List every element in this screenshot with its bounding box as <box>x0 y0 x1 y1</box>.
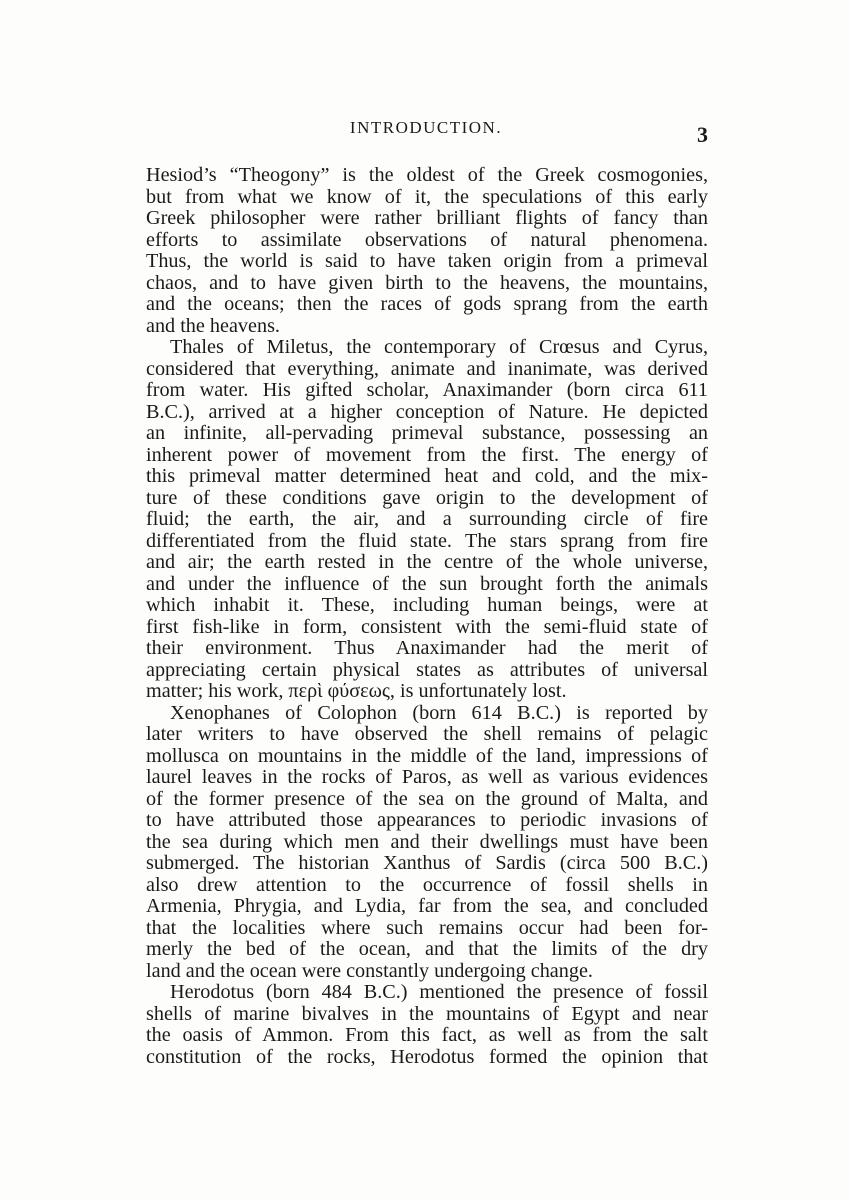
text-line: Hesiod’s “Theogony” is the oldest of the Greek cosmogonies, <box>146 164 708 186</box>
text-line: from water. His gifted scholar, Anaximander (born circa 611 <box>146 379 708 401</box>
text-line: and air; the earth rested in the centre of the whole universe, <box>146 551 708 573</box>
text-line: Xenophanes of Colophon (born 614 B.C.) is reported by <box>170 701 708 724</box>
text-line: matter; his work, περὶ φύσεως, is unfortunately lost. <box>146 680 567 702</box>
text-line: the sea during which men and their dwellings must have been <box>146 830 708 853</box>
text-line: shells of marine bivalves in the mountains of Egypt and near <box>146 1002 708 1025</box>
text-line: Thus, the world is said to have taken origin from a primeval <box>146 250 708 272</box>
text-line: and under the influence of the sun brought forth the animals <box>146 572 708 595</box>
text-line: their environment. Thus Anaximander had the merit of <box>146 637 708 659</box>
text-line: but from what we know of it, the speculations of this early <box>146 185 708 208</box>
text-line: fluid; the earth, the air, and a surrounding circle of fire <box>146 508 708 530</box>
text-line: mollusca on mountains in the middle of the land, impressions of <box>146 744 708 767</box>
text-line: later writers to have observed the shell remains of pelagic <box>146 723 708 745</box>
text-line: differentiated from the fluid state. The stars sprang from fire <box>146 529 708 552</box>
body-text <box>146 165 708 1068</box>
text-line: and the heavens. <box>146 314 280 337</box>
text-line: laurel leaves in the rocks of Paros, as well as various evidences <box>146 766 708 788</box>
text-line: that the localities where such remains occur had been for- <box>146 916 708 939</box>
text-line: land and the ocean were constantly undergoing change. <box>146 959 593 982</box>
text-line: first fish-like in form, consistent with the semi-fluid state of <box>146 615 708 638</box>
text-line: Herodotus (born 484 B.C.) mentioned the presence of fossil <box>170 981 708 1003</box>
text-line: appreciating certain physical states as attributes of universal <box>146 658 708 681</box>
text-line: also drew attention to the occurrence of fossil shells in <box>146 873 708 896</box>
text-line: this primeval matter determined heat and cold, and the mix- <box>146 465 708 487</box>
text-line: Armenia, Phrygia, and Lydia, far from the sea, and concluded <box>146 895 708 917</box>
text-line: submerged. The historian Xanthus of Sardis (circa 500 B.C.) <box>146 852 708 874</box>
text-line: efforts to assimilate observations of natural phenomena. <box>146 228 708 251</box>
text-line: considered that everything, animate and inanimate, was derived <box>146 357 708 380</box>
text-line: of the former presence of the sea on the ground of Malta, and <box>146 787 708 810</box>
text-line: constitution of the rocks, Herodotus formed the opinion that <box>146 1045 708 1068</box>
text-line: an infinite, all-pervading primeval substance, possessing an <box>146 422 708 444</box>
text-line: Thales of Miletus, the contemporary of Crœsus and Cyrus, <box>170 336 708 358</box>
text-line: the oasis of Ammon. From this fact, as well as from the salt <box>146 1024 708 1046</box>
page-number: 3 <box>697 122 708 147</box>
text-line: inherent power of movement from the first. The energy of <box>146 443 708 466</box>
running-title: INTRODUCTION. <box>349 118 503 137</box>
text-line: B.C.), arrived at a higher conception of Nature. He depicted <box>146 400 708 423</box>
text-line: ture of these conditions gave origin to the development of <box>146 486 708 509</box>
text-line: to have attributed those appearances to periodic invasions of <box>146 809 708 831</box>
text-line: which inhabit it. These, including human beings, were at <box>146 594 708 616</box>
text-line: merly the bed of the ocean, and that the limits of the dry <box>146 938 708 960</box>
text-line: and the oceans; then the races of gods sprang from the earth <box>146 293 708 315</box>
text-line: Greek philosopher were rather brilliant flights of fancy than <box>146 207 708 229</box>
text-line: chaos, and to have given birth to the heavens, the mountains, <box>146 271 708 294</box>
